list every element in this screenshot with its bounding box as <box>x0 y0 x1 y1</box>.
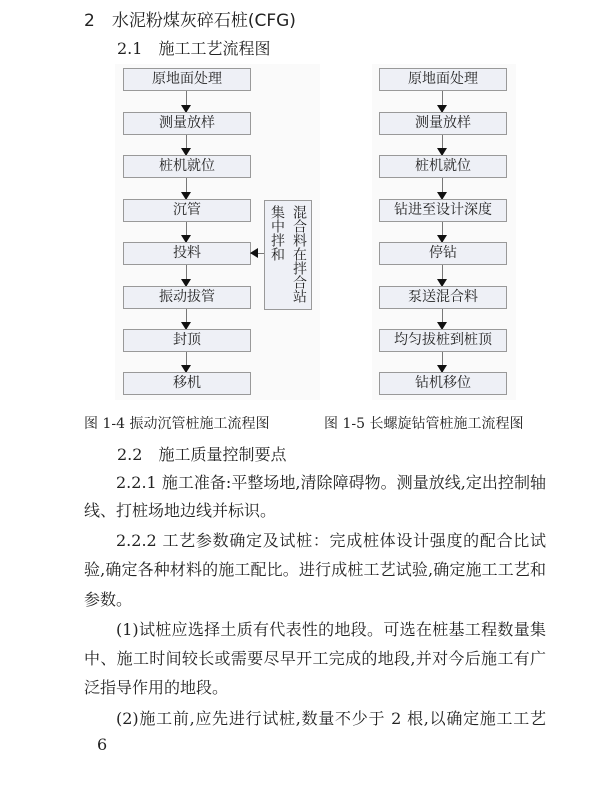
flow-arrow <box>442 352 443 372</box>
flow-step: 均匀拔桩到桩顶 <box>379 329 507 352</box>
feed-arrow <box>250 253 264 254</box>
flow-arrow <box>442 265 443 286</box>
flow-step: 泵送混合料 <box>379 286 507 309</box>
flow-arrow <box>186 178 187 199</box>
flow-arrow <box>186 352 187 372</box>
text-line: 参数。 <box>84 590 133 609</box>
subsection-title: 2.1 施工工艺流程图 <box>117 39 271 58</box>
flow-step: 封顶 <box>123 329 251 352</box>
flow-step: 沉管 <box>123 199 251 222</box>
text-line: 2.2.1 施工准备:平整场地,清除障碍物。测量放线,定出控制轴 <box>116 473 546 492</box>
mixing-station-box <box>264 200 312 310</box>
flow-arrow <box>186 222 187 242</box>
flow-step: 振动拔管 <box>123 286 251 309</box>
subsection-title: 2.2 施工质量控制要点 <box>117 445 287 464</box>
flow-step: 桩机就位 <box>123 155 251 178</box>
flow-step: 移机 <box>123 372 251 395</box>
text-line: 2.2.2 工艺参数确定及试桩：完成桩体设计强度的配合比试 <box>116 531 546 550</box>
flow-arrow <box>442 178 443 199</box>
text-line: (1)试桩应选择土质有代表性的地段。可选在桩基工程数量集 <box>116 620 546 639</box>
text-line: 验,确定各种材料的施工配比。进行成桩工艺试验,确定施工工艺和 <box>84 560 546 579</box>
flow-step: 钻机移位 <box>379 372 507 395</box>
flow-arrow <box>186 265 187 286</box>
figure-caption-left: 图 1-4 振动沉管桩施工流程图 <box>84 416 270 432</box>
section-heading: 2 水泥粉煤灰碎石桩(CFG) <box>84 11 296 31</box>
flow-step: 投料 <box>123 242 251 265</box>
flow-arrow <box>442 309 443 329</box>
flow-arrow <box>442 222 443 242</box>
figure-caption-right: 图 1-5 长螺旋钻管桩施工流程图 <box>324 416 524 432</box>
flow-step: 测量放样 <box>123 112 251 135</box>
side-text-2: 集中拌和 <box>269 205 285 261</box>
side-text-1: 混合料在拌合站 <box>291 205 307 303</box>
flow-step: 原地面处理 <box>123 68 251 91</box>
page-number: 6 <box>97 735 108 754</box>
text-line: 中、施工时间较长或需要尽早开工完成的地段,并对今后施工有广 <box>84 649 546 668</box>
flow-step: 原地面处理 <box>379 68 507 91</box>
flow-arrow <box>186 135 187 155</box>
flow-arrow <box>186 91 187 112</box>
flow-step: 测量放样 <box>379 112 507 135</box>
flow-arrow <box>442 91 443 112</box>
flow-arrow <box>442 135 443 155</box>
flow-step: 钻进至设计深度 <box>379 199 507 222</box>
flow-step: 桩机就位 <box>379 155 507 178</box>
text-line: (2)施工前,应先进行试桩,数量不少于 2 根,以确定施工工艺 <box>116 709 546 728</box>
text-line: 泛指导作用的地段。 <box>84 678 229 697</box>
flow-step: 停钻 <box>379 242 507 265</box>
flow-arrow <box>186 309 187 329</box>
text-line: 线、打桩场地边线并标识。 <box>84 501 277 520</box>
